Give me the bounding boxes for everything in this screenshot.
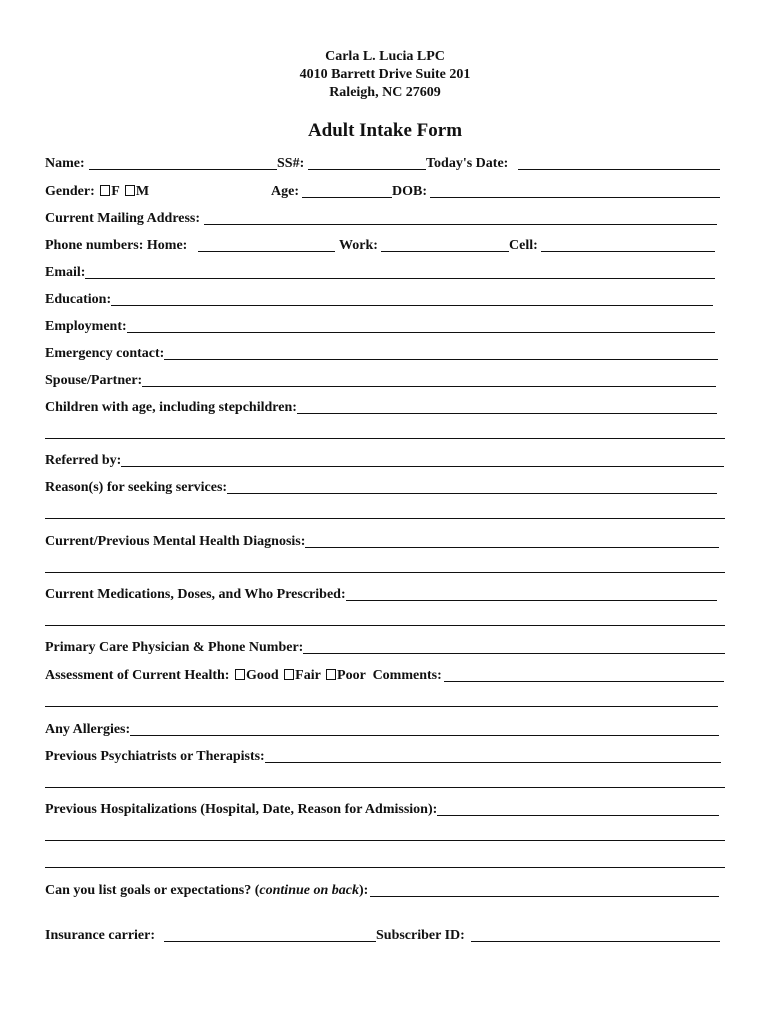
medications-label: Current Medications, Doses, and Who Prescribed: — [45, 587, 346, 602]
spouse-label: Spouse/Partner: — [45, 373, 143, 388]
name-label: Name: — [45, 156, 85, 171]
row-mailing — [45, 210, 725, 228]
form-title: Adult Intake Form — [307, 120, 463, 141]
phone-home-field[interactable] — [198, 237, 335, 252]
phone-cell-label: Cell: — [509, 238, 538, 253]
hospitalizations-extra-line-2[interactable] — [45, 867, 725, 868]
health-extra-line[interactable] — [45, 706, 718, 707]
email-field[interactable] — [45, 264, 715, 279]
row-allergies — [45, 721, 725, 739]
row-phone — [45, 237, 725, 255]
employment-label: Employment: — [45, 319, 127, 334]
row-emergency — [45, 345, 725, 363]
age-label: Age: — [271, 184, 299, 199]
children-label: Children with age, including stepchildren: — [45, 400, 297, 415]
diagnosis-extra-line[interactable] — [45, 572, 725, 573]
children-extra-line[interactable] — [45, 438, 725, 439]
medications-extra-line[interactable] — [45, 625, 725, 626]
ss-field[interactable] — [308, 155, 426, 170]
goals-label: Can you list goals or expectations? ( — [45, 883, 260, 898]
row-pcp — [45, 639, 725, 657]
row-goals — [45, 882, 725, 900]
allergies-field[interactable] — [45, 721, 719, 736]
row-spouse — [45, 372, 725, 390]
dob-field[interactable] — [430, 183, 720, 198]
hospitalizations-label: Previous Hospitalizations (Hospital, Date, Reason for Admission): — [45, 802, 438, 817]
subscriber-label: Subscriber ID: — [376, 928, 465, 943]
spouse-field[interactable] — [45, 372, 716, 387]
row-insurance — [45, 927, 725, 945]
health-fair-checkbox[interactable] — [284, 669, 294, 680]
gender-label: Gender: — [45, 184, 95, 199]
referred-label: Referred by: — [45, 453, 122, 468]
goals-continue-note: continue on back — [259, 883, 359, 898]
phone-cell-field[interactable] — [541, 237, 715, 252]
goals-label-end: ): — [359, 883, 369, 898]
allergies-label: Any Allergies: — [45, 722, 131, 737]
mailing-label: Current Mailing Address: — [45, 210, 204, 228]
insurance-label: Insurance carrier: — [45, 928, 156, 943]
gender-group — [45, 183, 149, 201]
gender-f-label: F — [111, 184, 120, 199]
row-employment — [45, 318, 725, 336]
health-fair-label: Fair — [295, 668, 321, 683]
phone-home-label: Phone numbers: Home: — [45, 238, 188, 253]
psychiatrists-extra-line[interactable] — [45, 787, 725, 788]
row-hospitalizations — [45, 801, 725, 819]
goals-label-group — [45, 882, 370, 900]
gender-f-checkbox[interactable] — [100, 185, 110, 196]
diagnosis-label: Current/Previous Mental Health Diagnosis: — [45, 534, 306, 549]
psychiatrists-label: Previous Psychiatrists or Therapists: — [45, 749, 265, 764]
row-name — [45, 155, 725, 173]
pcp-label: Primary Care Physician & Phone Number: — [45, 640, 304, 655]
hospitalizations-extra-line-1[interactable] — [45, 840, 725, 841]
phone-work-label: Work: — [339, 238, 378, 253]
row-education — [45, 291, 725, 309]
health-good-label: Good — [245, 668, 279, 683]
employment-field[interactable] — [45, 318, 715, 333]
insurance-field[interactable] — [164, 927, 376, 942]
emergency-label: Emergency contact: — [45, 346, 165, 361]
health-poor-checkbox[interactable] — [326, 669, 336, 680]
reasons-extra-line[interactable] — [45, 518, 725, 519]
dob-label: DOB: — [392, 184, 427, 199]
age-field[interactable] — [302, 183, 392, 198]
today-date-label: Today's Date: — [426, 156, 509, 171]
row-health — [45, 667, 725, 685]
row-email — [45, 264, 725, 282]
address-line-1: 4010 Barrett Drive Suite 201 — [299, 67, 471, 82]
address-line-2: Raleigh, NC 27609 — [329, 85, 441, 100]
email-label: Email: — [45, 265, 86, 280]
name-field[interactable] — [89, 155, 277, 170]
gender-m-label: M — [135, 184, 150, 199]
ss-label: SS#: — [277, 156, 305, 171]
health-group — [45, 667, 444, 685]
health-comments-label: Comments: — [372, 668, 442, 683]
today-date-field[interactable] — [518, 155, 720, 170]
row-psychiatrists — [45, 748, 725, 766]
row-gender — [45, 183, 725, 201]
education-field[interactable] — [45, 291, 713, 306]
referred-field[interactable] — [45, 452, 724, 467]
row-children — [45, 399, 725, 417]
health-label: Assessment of Current Health: — [45, 668, 230, 683]
row-diagnosis — [45, 533, 725, 551]
reasons-label: Reason(s) for seeking services: — [45, 480, 228, 495]
subscriber-field[interactable] — [471, 927, 720, 942]
phone-work-field[interactable] — [381, 237, 509, 252]
gender-m-checkbox[interactable] — [125, 185, 135, 196]
education-label: Education: — [45, 292, 112, 307]
row-reasons — [45, 479, 725, 497]
row-medications — [45, 586, 725, 604]
health-poor-label: Poor — [337, 668, 366, 683]
health-good-checkbox[interactable] — [235, 669, 245, 680]
practitioner-name: Carla L. Lucia LPC — [325, 49, 445, 64]
row-referred — [45, 452, 725, 470]
